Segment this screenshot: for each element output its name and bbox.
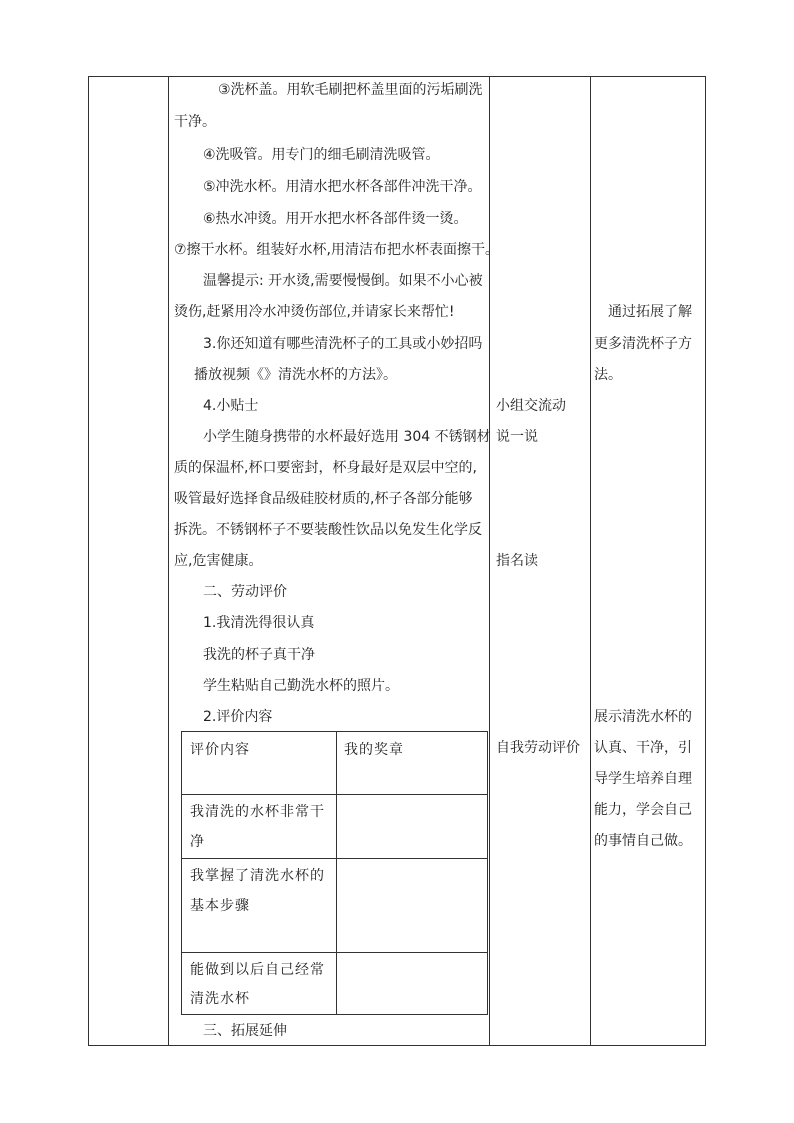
content-line: 我洗的杯子真干净 [203,647,315,663]
activity-text: 小组交流动 [496,398,566,414]
table-divider [182,858,487,859]
table-header-cell: 我的奖章 [344,742,404,758]
content-line: 拆洗。不锈钢杯子不要装酸性饮品以免发生化学反 [174,522,482,538]
content-line: 二、劳动评价 [203,584,287,600]
content-line: 学生粘贴自己勤洗水杯的照片。 [203,678,399,694]
content-line: 三、拓展延伸 [203,1023,287,1039]
intent-text: 展示清洗水杯的 [594,709,692,725]
content-line: ④洗吸管。用专门的细毛刷清洗吸管。 [203,147,440,163]
intent-text: 能力，学会自己 [594,802,692,818]
column-divider [590,77,591,1045]
content-line: ⑦擦干水杯。组装好水杯,用清洁布把水杯表面擦干。 [174,242,499,258]
content-line: 干净。 [174,114,216,130]
content-line: 吸管最好选择食品级硅胶材质的,杯子各部分能够 [174,491,473,507]
intent-text: 导学生培养自理 [594,771,692,787]
table-header-cell: 评价内容 [190,742,250,758]
content-line: 小学生随身携带的水杯最好选用 304 不锈钢材 [203,429,491,445]
intent-text: 认真、干净，引 [594,740,692,756]
table-cell: 我清洗的水杯非常干 [190,804,325,820]
content-line: 质的保温杯,杯口要密封，杯身最好是双层中空的, [174,460,477,476]
table-divider [182,794,487,795]
intent-text: 的事情自己做。 [594,833,692,849]
content-line: 温馨提示: 开水烫,需要慢慢倒。如果不小心被 [203,273,483,289]
content-line: 4.小贴士 [203,398,259,414]
evaluation-table [181,731,488,1015]
intent-text: 通过拓展了解 [608,304,692,320]
content-line: ③洗杯盖。用软毛刷把杯盖里面的污垢刷洗 [218,82,483,98]
content-line: 3.你还知道有哪些清洗杯子的工具或小妙招吗 [203,336,483,352]
column-divider [489,77,490,1045]
column-divider [168,77,169,1045]
content-line: ⑤冲洗水杯。用清水把水杯各部件冲洗干净。 [203,179,482,195]
table-cell: 净 [190,834,205,850]
table-cell: 清洗水杯 [190,991,250,1007]
activity-text: 说一说 [496,429,538,445]
activity-text: 自我劳动评价 [496,740,580,756]
intent-text: 法。 [594,367,622,383]
content-line: ⑥热水冲烫。用开水把水杯各部件烫一烫。 [203,211,468,227]
table-cell: 我掌握了清洗水杯的 [190,868,325,884]
content-line: 2.评价内容 [203,709,273,725]
content-line: 应,危害健康。 [174,553,263,569]
intent-text: 更多清洗杯子方 [594,336,692,352]
table-cell: 能做到以后自己经常 [190,962,325,978]
table-cell: 基本步骤 [190,898,250,914]
content-line: 烫伤,赶紧用冷水冲烫伤部位,并请家长来帮忙! [174,304,455,320]
content-line: 播放视频《》清洗水杯的方法》。 [194,367,397,383]
activity-text: 指名读 [496,553,538,569]
content-line: 1.我清洗得很认真 [203,615,315,631]
table-divider [182,952,487,953]
table-divider [336,732,337,1014]
